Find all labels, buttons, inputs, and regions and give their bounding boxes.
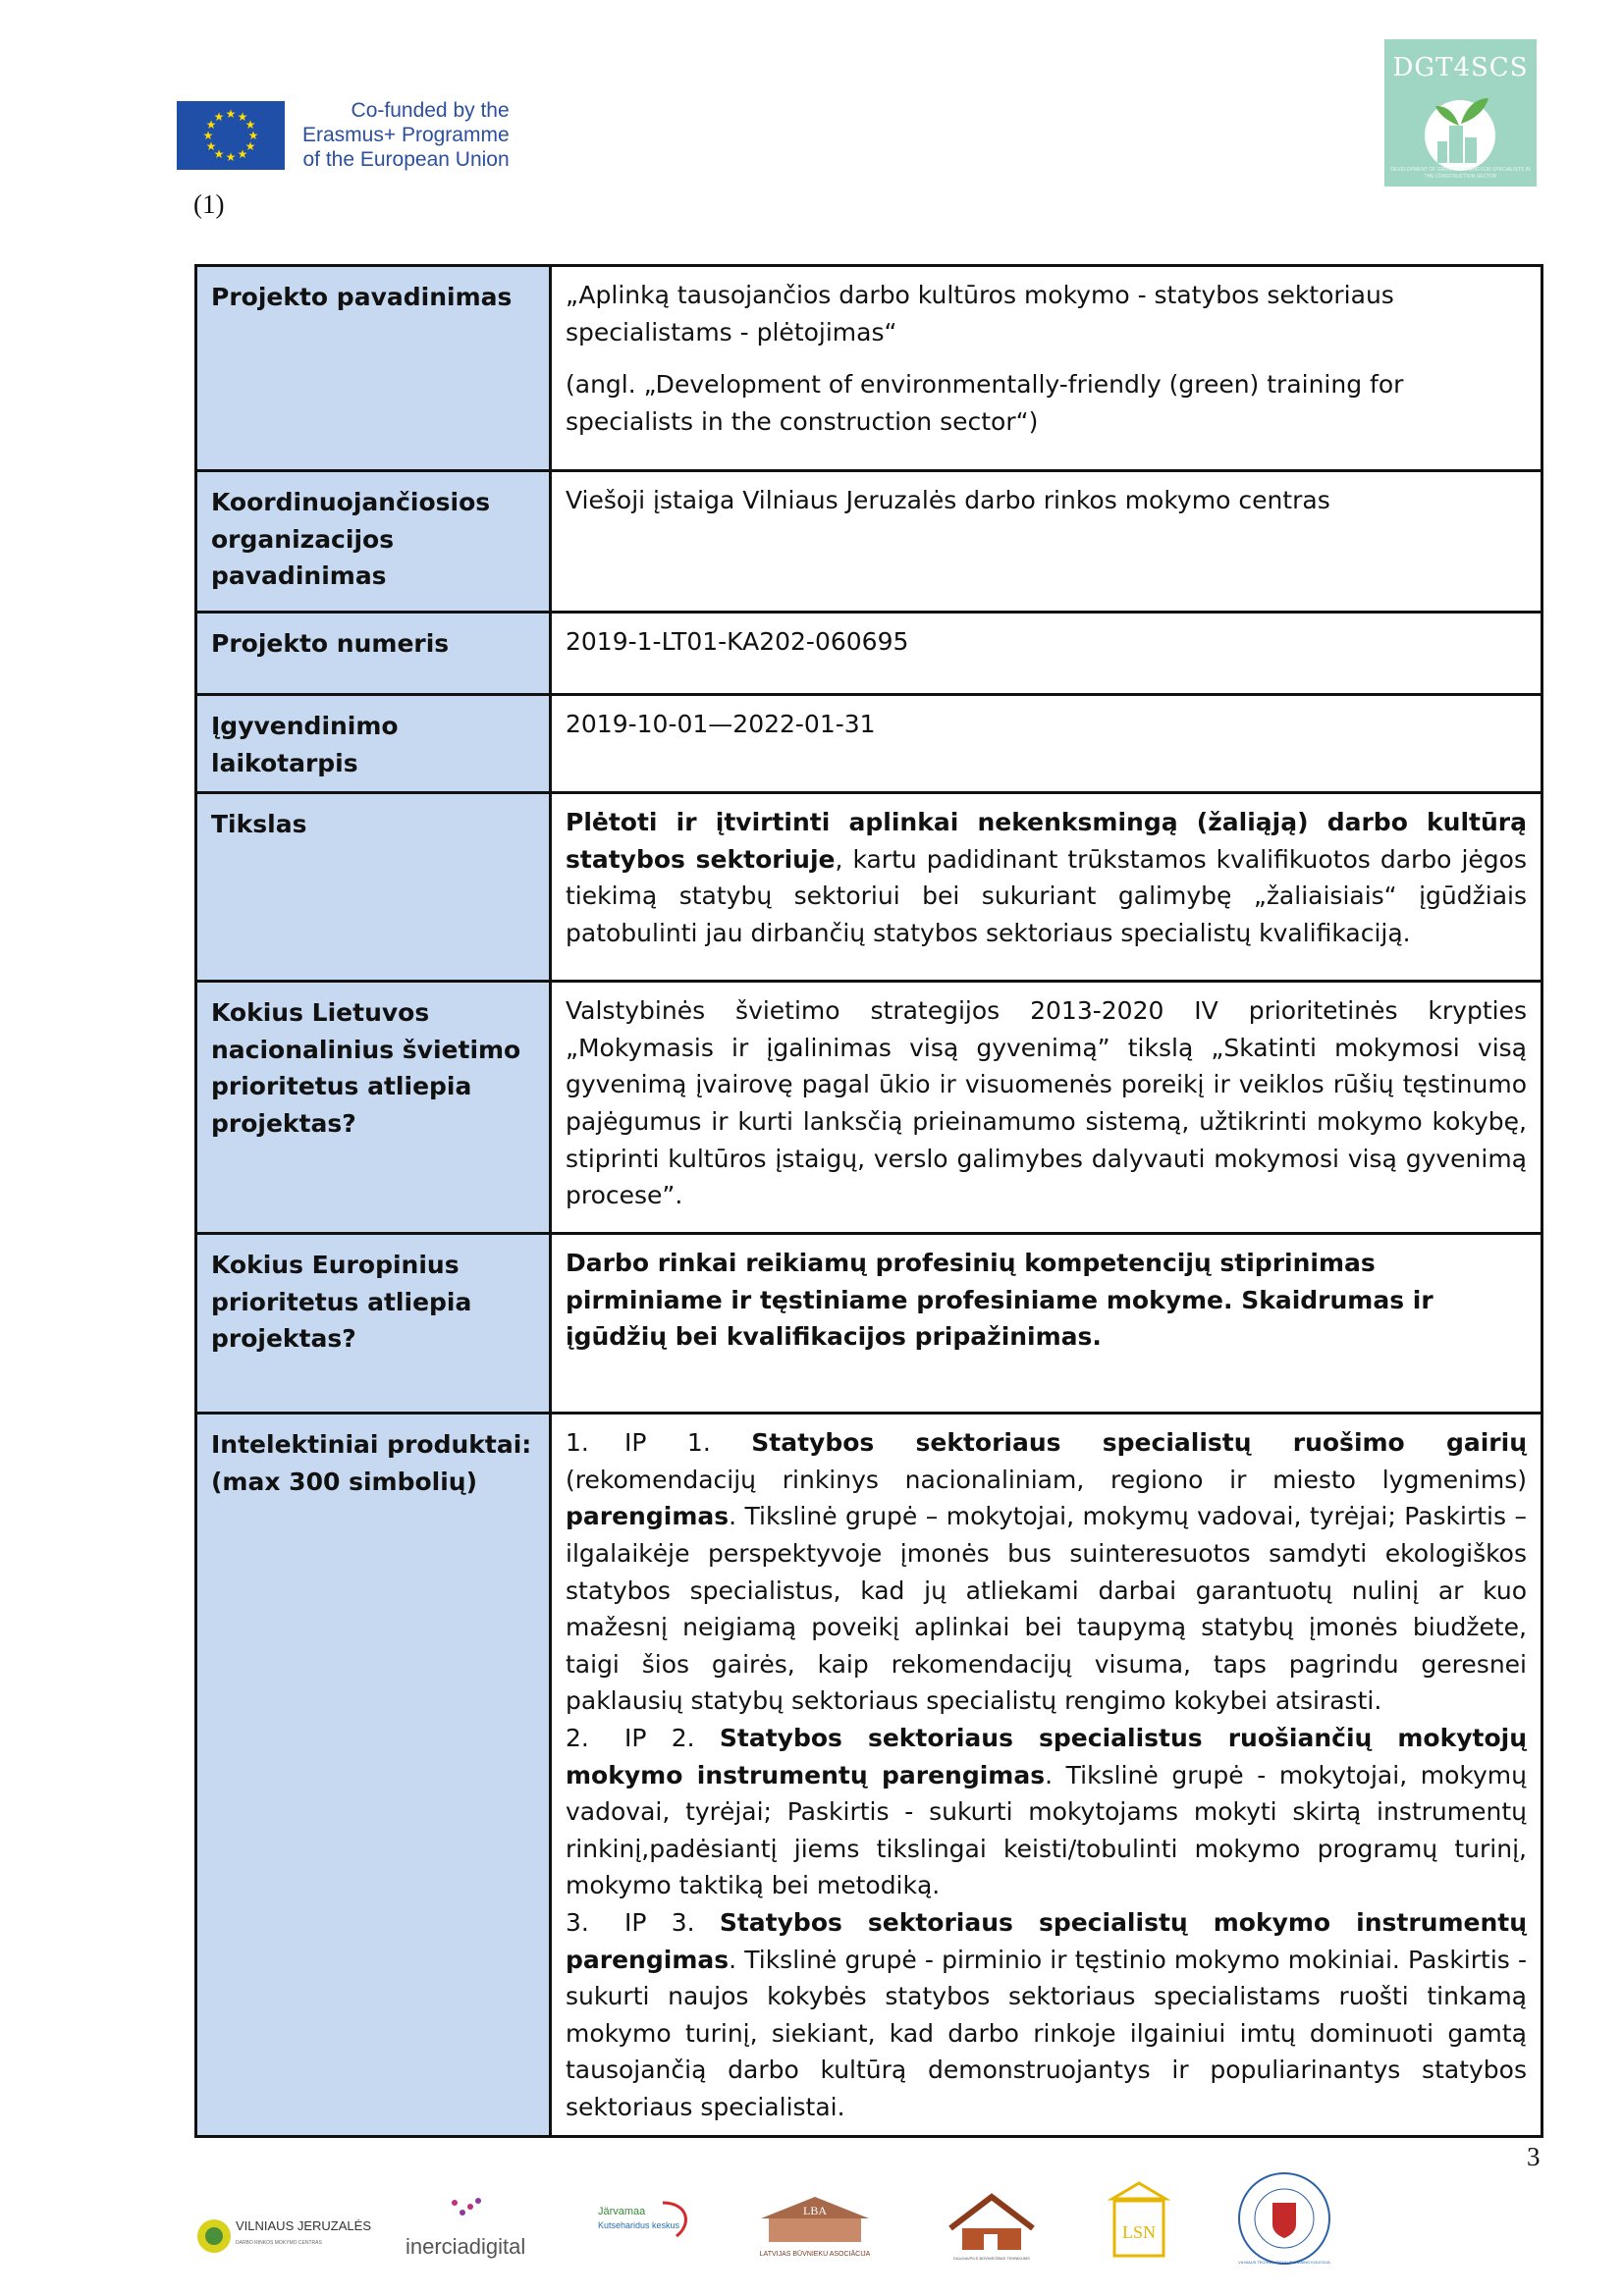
- vjdrmc-logo-icon: [194, 2211, 371, 2260]
- kolegija-seal-icon: [1235, 2169, 1333, 2268]
- eu-line-1: Co-funded by the: [351, 99, 510, 122]
- output-title-suffix: parengimas: [566, 1502, 730, 1531]
- output-ip: IP 3.: [624, 1907, 720, 1937]
- svg-text:★: ★: [244, 138, 256, 153]
- output-description: . Tikslinė grupė - pirminio ir tęstinio mokymo mokiniai. Paskirtis - sukurti naujos kokybės statybos sektoriaus specialistams ruošti tinkamą mokymo turinį, siekiant, kad darbo rinkoje ilgainiui imtų dominuoti gamtą tausojančią darbo kultūrą demonstruojantys ir populiarinantys statybos sektoriaus specialistai.: [566, 1945, 1527, 2121]
- svg-text:★: ★: [247, 128, 259, 142]
- table-row: [196, 982, 1542, 1234]
- jarvamaa-text: Järvamaa: [598, 2206, 646, 2217]
- sprout-building-icon: [1384, 39, 1537, 187]
- output-ip: IP 2.: [624, 1723, 720, 1752]
- label-project-title: Projekto pavadinimas: [196, 266, 551, 471]
- project-logo: [1384, 39, 1537, 187]
- output-number: 3.: [566, 1907, 589, 1937]
- inerciadigital-icon: [398, 2193, 545, 2262]
- value-eu-priorities: Darbo rinkai reikiamų profesinių kompetencijų stiprinimas pirminiame ir tęstiniame profesiniame mokyme. Skaidrumas ir įgūdžių bei kvalifikacijos pripažinimas.: [551, 1234, 1542, 1414]
- jarvamaa-sub: Kutseharidus keskus: [598, 2220, 680, 2230]
- vjdrmc-logo-text: VILNIAUS JERUZALĖS: [236, 2218, 371, 2233]
- value-project-number: 2019-1-LT01-KA202-060695: [551, 613, 1542, 695]
- label-lt-priorities: Kokius Lietuvos nacionalinius švietimo prioritetus atliepia projektas?: [196, 982, 551, 1234]
- eu-logo-text: [302, 98, 510, 172]
- svg-text:★: ★: [244, 117, 256, 132]
- svg-text:★: ★: [237, 146, 248, 161]
- label-goal: Tikslas: [196, 793, 551, 982]
- project-logo-subtitle: DEVELOPMENT OF GREEN TRAINING FOR SPECIALISTS IN THE CONSTRUCTION SECTOR: [1390, 167, 1531, 180]
- svg-text:★: ★: [205, 138, 217, 153]
- value-lt-priorities: Valstybinės švietimo strategijos 2013-2020 IV prioritetinės krypties „Mokymasis ir įgalinimas visą gyvenimą” tikslą „Skatinti mokymosi visą gyvenimą įvairovę pagal ūkio ir visuomenės poreikį ir veiklos rūšių tęstinumo pajėgumus ir kurti lanksčią prieinamumo sistemą, užtikrinti mokymo kokybę, stiprinti kultūros įstaigų, verslo galimybes dalyvauti mokymosi visą gyvenimą procese”.: [551, 982, 1542, 1234]
- output-title: Statybos sektoriaus specialistus ruošiančių mokytojų mokymo instrumentų parengimas: [566, 1723, 1527, 1789]
- table-row: [196, 695, 1542, 793]
- svg-text:★: ★: [237, 109, 248, 124]
- svg-text:★: ★: [225, 149, 237, 164]
- eu-line-3: of the European Union: [302, 148, 510, 171]
- output-number: 2.: [566, 1723, 589, 1752]
- output-description: . Tikslinė grupė - mokytojai, mokymų vadovai, tyrėjai; Paskirtis - sukurti mokytojams mokyti skirtą instrumentų rinkinį,padėsiantį jiems tikslingai keisti/tobulinti mokymo programų turinį, mokymo taktiką bei metodiką.: [566, 1760, 1527, 1900]
- label-project-number: Projekto numeris: [196, 613, 551, 695]
- table-row: [196, 793, 1542, 982]
- value-goal: [551, 793, 1542, 982]
- svg-text:★: ★: [205, 117, 217, 132]
- value-period: 2019-10-01—2022-01-31: [551, 695, 1542, 793]
- project-logo-title: DGT4SCS: [1392, 53, 1529, 82]
- table-row: [196, 266, 1542, 471]
- output-description: . Tikslinė grupė – mokytojai, mokymų vadovai, tyrėjai; Paskirtis – ilgalaikėje perspektyvoje įmonės bus suinteresuotos samdyti ekologiškos statybos specialistus, kad jų atliekami darbai garantuotų nulinį ar kuo mažesnį neigiamą poveikį aplinkai bei taupymą statybų įmonės biudžete, taigi šios gairės, kaip rekomendacijų visuma, taps pagrindu geresnei paklausių statybų sektoriaus specialistų rengimo kokybei atsirasti.: [566, 1502, 1527, 1716]
- project-title-lt: „Aplinką tausojančios darbo kultūros mokymo - statybos sektoriaus specialistams - plėtojimas“: [566, 281, 1394, 347]
- eu-stars: [177, 101, 285, 170]
- label-eu-priorities: Kokius Europinius prioritetus atliepia projektas?: [196, 1234, 551, 1414]
- lsn-text: LSN: [1121, 2222, 1157, 2242]
- output-item: [566, 1904, 1527, 2126]
- partner-logo-jarvamaa: [594, 2197, 702, 2251]
- output-title: Statybos sektoriaus specialistų mokymo instrumentų parengimas: [566, 1907, 1527, 1974]
- vjdrmc-logo-sub: DARBO RINKOS MOKYMO CENTRAS: [236, 2240, 322, 2246]
- lba-text: LBA: [803, 2204, 827, 2217]
- house-logo-sub: DAUGAVPILS BŪVNIECĪBAS TEHNIKUMS: [953, 2256, 1030, 2261]
- output-mid: (rekomendacijų rinkinys nacionaliniam, regiono ir miesto lygmenims): [566, 1465, 1527, 1494]
- label-coordinator: Koordinuojančiosios organizacijos pavadinimas: [196, 471, 551, 613]
- value-coordinator: Viešoji įstaiga Vilniaus Jeruzalės darbo rinkos mokymo centras: [551, 471, 1542, 613]
- page-number: 3: [1527, 2142, 1541, 2171]
- svg-text:★: ★: [213, 109, 225, 124]
- inerciadigital-text: inerciadigital: [406, 2234, 526, 2259]
- goal-rest: , kartu padidinant trūkstamos kvalifikuotos darbo jėgos tiekimą statybų sektoriui bei sukuriant galimybę „žaliaisiais“ įgūdžiais patobulinti jau dirbančių statybos sektoriaus specialistų kvalifikaciją.: [566, 844, 1527, 947]
- value-outputs: [551, 1414, 1542, 2137]
- svg-text:★: ★: [202, 128, 214, 142]
- table-row: [196, 1414, 1542, 2137]
- output-item: [566, 1720, 1527, 1904]
- label-period: Įgyvendinimo laikotarpis: [196, 695, 551, 793]
- output-ip: IP 1.: [624, 1428, 752, 1458]
- value-project-title: [551, 266, 1542, 471]
- partner-logo-inerciadigital: [398, 2193, 545, 2262]
- jarvamaa-icon: [594, 2197, 702, 2251]
- lba-sub: LATVIJAS BŪVNIEKU ASOCIĀCIJA: [759, 2251, 871, 2258]
- project-info-table: [194, 264, 1543, 2138]
- label-outputs: Intelektiniai produktai: (max 300 simbolių): [196, 1414, 551, 2137]
- eu-cofunded-logo: [177, 98, 510, 172]
- eu-flag-icon: [177, 101, 285, 170]
- svg-text:★: ★: [225, 106, 237, 121]
- partner-logo-lba: [741, 2191, 889, 2265]
- house-icon: [933, 2189, 1051, 2263]
- project-title-en: (angl. „Development of environmentally-friendly (green) training for specialists in the construction sector“): [566, 370, 1404, 436]
- goal-bold: Plėtoti ir įtvirtinti aplinkai nekenksmingą (žaliąją) darbo kultūrą statybos sektoriuje: [566, 808, 1527, 874]
- partner-logo-lsn: [1105, 2179, 1173, 2263]
- table-row: [196, 1234, 1542, 1414]
- partner-logos: [177, 2169, 1355, 2268]
- lsn-icon: [1105, 2179, 1173, 2263]
- lba-icon: [741, 2191, 889, 2265]
- output-item: [566, 1424, 1527, 1720]
- reference-marker: (1): [193, 189, 225, 219]
- table-row: [196, 613, 1542, 695]
- kolegija-seal-text: VILNIAUS TECHNOLOGIJŲ IR DIZAINO KOLEGIJA: [1238, 2260, 1330, 2265]
- svg-text:★: ★: [213, 146, 225, 161]
- output-number: 1.: [566, 1428, 589, 1458]
- partner-logo-vilniaus-jeruzales: [194, 2211, 371, 2260]
- table-row: [196, 471, 1542, 613]
- eu-line-2: Erasmus+ Programme: [302, 124, 510, 146]
- output-title: Statybos sektoriaus specialistų ruošimo gairių: [751, 1428, 1527, 1458]
- partner-logo-vilniaus-kolegija: [1235, 2169, 1333, 2268]
- partner-logo-daugavpils: [933, 2189, 1051, 2263]
